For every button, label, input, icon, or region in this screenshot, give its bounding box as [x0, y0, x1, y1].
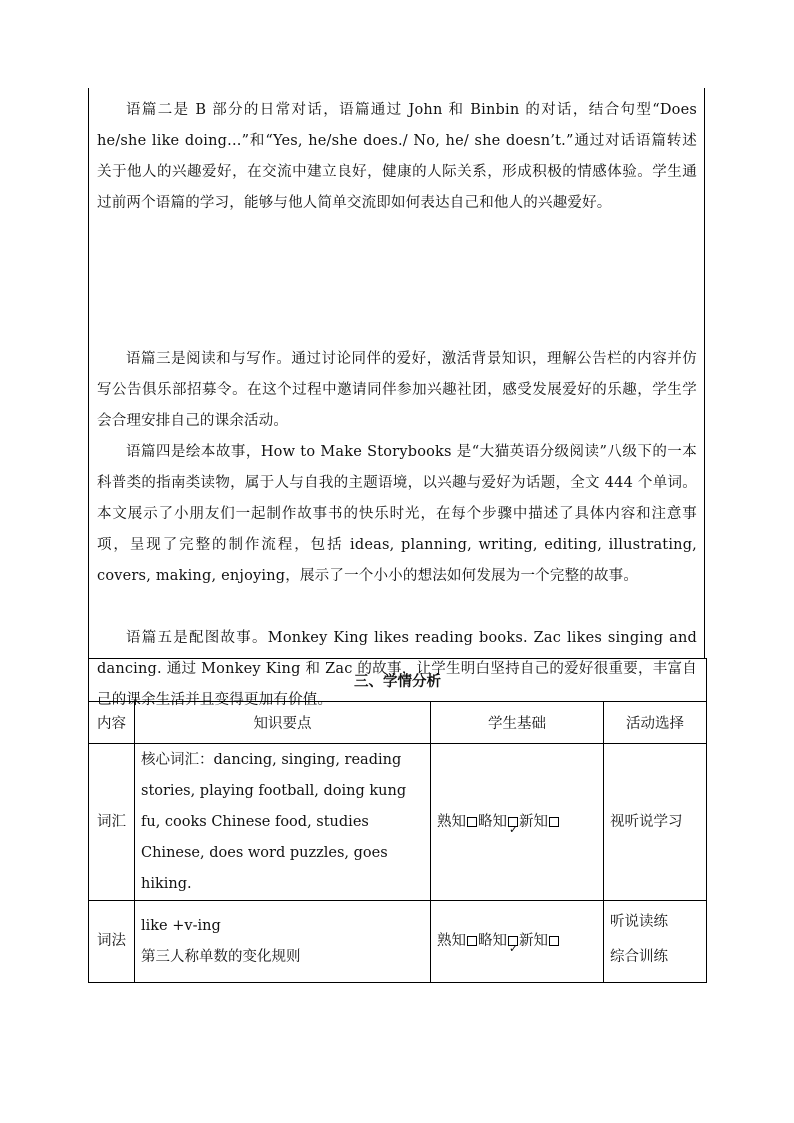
checkbox-new[interactable]: [549, 936, 559, 946]
header-activity: 活动选择: [604, 702, 707, 744]
row-activity: 视听说学习: [604, 744, 707, 901]
paragraph-discourse-3: 语篇三是阅读和与写作。通过讨论同伴的爱好，激活背景知识，理解公告栏的内容并仿写公告俱乐部招募令。在这个过程中邀请同伴参加兴趣社团，感受发展爱好的乐趣，学生学会合理安排自己的课余活动。: [97, 351, 697, 429]
knowledge-line: like +v-ing: [141, 917, 221, 934]
row-activity: [604, 901, 707, 983]
basis-label-partial: 略知: [478, 933, 507, 949]
activity-line: 听说读练: [610, 914, 668, 930]
checkbox-familiar[interactable]: [467, 936, 477, 946]
analysis-table: [88, 658, 707, 983]
activity-line: 综合训练: [610, 949, 668, 965]
basis-label-partial: 略知: [478, 813, 507, 830]
header-content: 内容: [89, 702, 135, 744]
checkbox-new[interactable]: [549, 817, 559, 827]
basis-label-new: 新知: [519, 933, 548, 949]
paragraph-discourse-4: 语篇四是绘本故事，How to Make Storybooks 是“大猫英语分级阅读”八级下的一本科普类的指南类读物，属于人与自我的主题语境，以兴趣与爱好为话题，全文 444 个单词。本文展示了小朋友们一起制作故事书的快乐时光，在每个步骤中描述了具体内容和注意事项，呈现了完整的制作流程，包括 ideas, planning, writing, editing, illustrating, covers, making, enjoying，展示了一个小小的想法如何发展为一个完整的故事。: [97, 444, 697, 584]
table-header-row: [89, 702, 707, 744]
basis-label-new: 新知: [519, 813, 548, 830]
table-row: [89, 744, 707, 901]
row-knowledge: [135, 901, 431, 983]
checkbox-familiar[interactable]: [467, 817, 477, 827]
basis-label-familiar: 熟知: [437, 933, 466, 949]
section-title: 三、学情分析: [89, 659, 707, 702]
paragraph-discourse-2: 语篇二是 B 部分的日常对话，语篇通过 John 和 Binbin 的对话，结合句型“Does he/she like doing...”和“Yes, he/she does./ No, he/ she doesn’t.”通过对话语篇转述关于他人的兴趣爱好，在交流中建立良好，健康的人际关系，形成积极的情感体验。学生通过前两个语篇的学习，能够与他人简单交流即如何表达自己和他人的兴趣爱好。: [97, 102, 697, 211]
knowledge-line: 第三人称单数的变化规则: [141, 948, 301, 965]
checkbox-partial[interactable]: [508, 936, 518, 946]
row-basis: [431, 901, 604, 983]
checkbox-partial[interactable]: [508, 817, 518, 827]
header-basis: 学生基础: [431, 702, 604, 744]
table-row: [89, 901, 707, 983]
paragraph-discourse-5: 语篇五是配图故事。Monkey King likes reading books. Zac likes singing and dancing. 通过 Monkey King 和 Zac 的故事，让学生明白坚持自己的爱好很重要，丰富自己的课余生活并且变得更加有价值。: [97, 630, 697, 708]
row-category: 词汇: [89, 744, 135, 901]
row-knowledge: 核心词汇：dancing, singing, reading stories, playing football, doing kung fu, cooks Chinese food, studies Chinese, does word puzzles, goes hiking.: [135, 744, 431, 901]
header-knowledge: 知识要点: [135, 702, 431, 744]
row-basis: [431, 744, 604, 901]
row-category: 词法: [89, 901, 135, 983]
basis-label-familiar: 熟知: [437, 813, 466, 830]
section-title-row: [89, 659, 707, 702]
